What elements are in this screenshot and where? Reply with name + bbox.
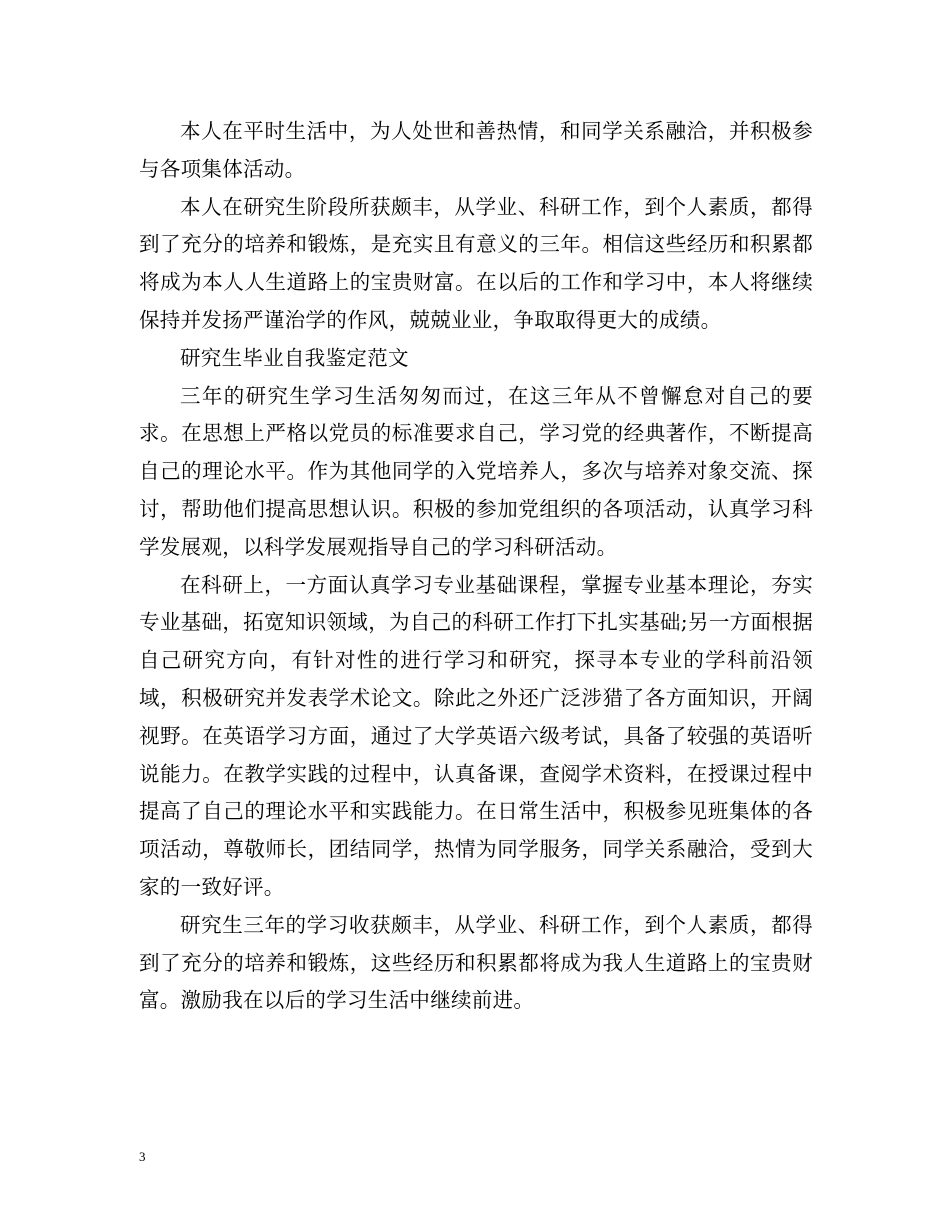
paragraph-conclusion: 研究生三年的学习收获颇丰，从学业、科研工作，到个人素质，都得到了充分的培养和锻炼，这些经历和积累都将成为我人生道路上的宝贵财富。激励我在以后的学习生活中继续前进。 xyxy=(139,912,813,1013)
paragraph-social-life: 本人在平时生活中，为人处世和善热情，和同学关系融洽，并积极参与各项集体活动。 xyxy=(139,119,813,181)
page-number: 3 xyxy=(139,1149,146,1164)
paragraph-graduate-summary: 本人在研究生阶段所获颇丰，从学业、科研工作，到个人素质，都得到了充分的培养和锻炼，是充实且有意义的三年。相信这些经历和积累都将成为本人人生道路上的宝贵财富。在以后的工作和学习中，本人将继续保持并发扬严谨治学的作风，兢兢业业，争取取得更大的成绩。 xyxy=(139,194,813,332)
paragraph-ideology: 三年的研究生学习生活匆匆而过，在这三年从不曾懈怠对自己的要求。在思想上严格以党员的标准要求自己，学习党的经典著作，不断提高自己的理论水平。作为其他同学的入党培养人，多次与培养对象交流、探讨，帮助他们提高思想认识。积极的参加党组织的各项活动，认真学习科学发展观，以科学发展观指导自己的学习科研活动。 xyxy=(139,383,813,559)
section-heading: 研究生毕业自我鉴定范文 xyxy=(180,345,409,370)
paragraph-research: 在科研上，一方面认真学习专业基础课程，掌握专业基本理论，夯实专业基础，拓宽知识领域，为自己的科研工作打下扎实基础;另一方面根据自己研究方向，有针对性的进行学习和研究，探寻本专业的学科前沿领域，积极研究并发表学术论文。除此之外还广泛涉猎了各方面知识，开阔视野。在英语学习方面，通过了大学英语六级考试，具备了较强的英语听说能力。在教学实践的过程中，认真备课，查阅学术资料，在授课过程中提高了自己的理论水平和实践能力。在日常生活中，积极参见班集体的各项活动，尊敬师长，团结同学，热情为同学服务，同学关系融洽，受到大家的一致好评。 xyxy=(139,572,813,899)
document-body xyxy=(139,113,813,1020)
